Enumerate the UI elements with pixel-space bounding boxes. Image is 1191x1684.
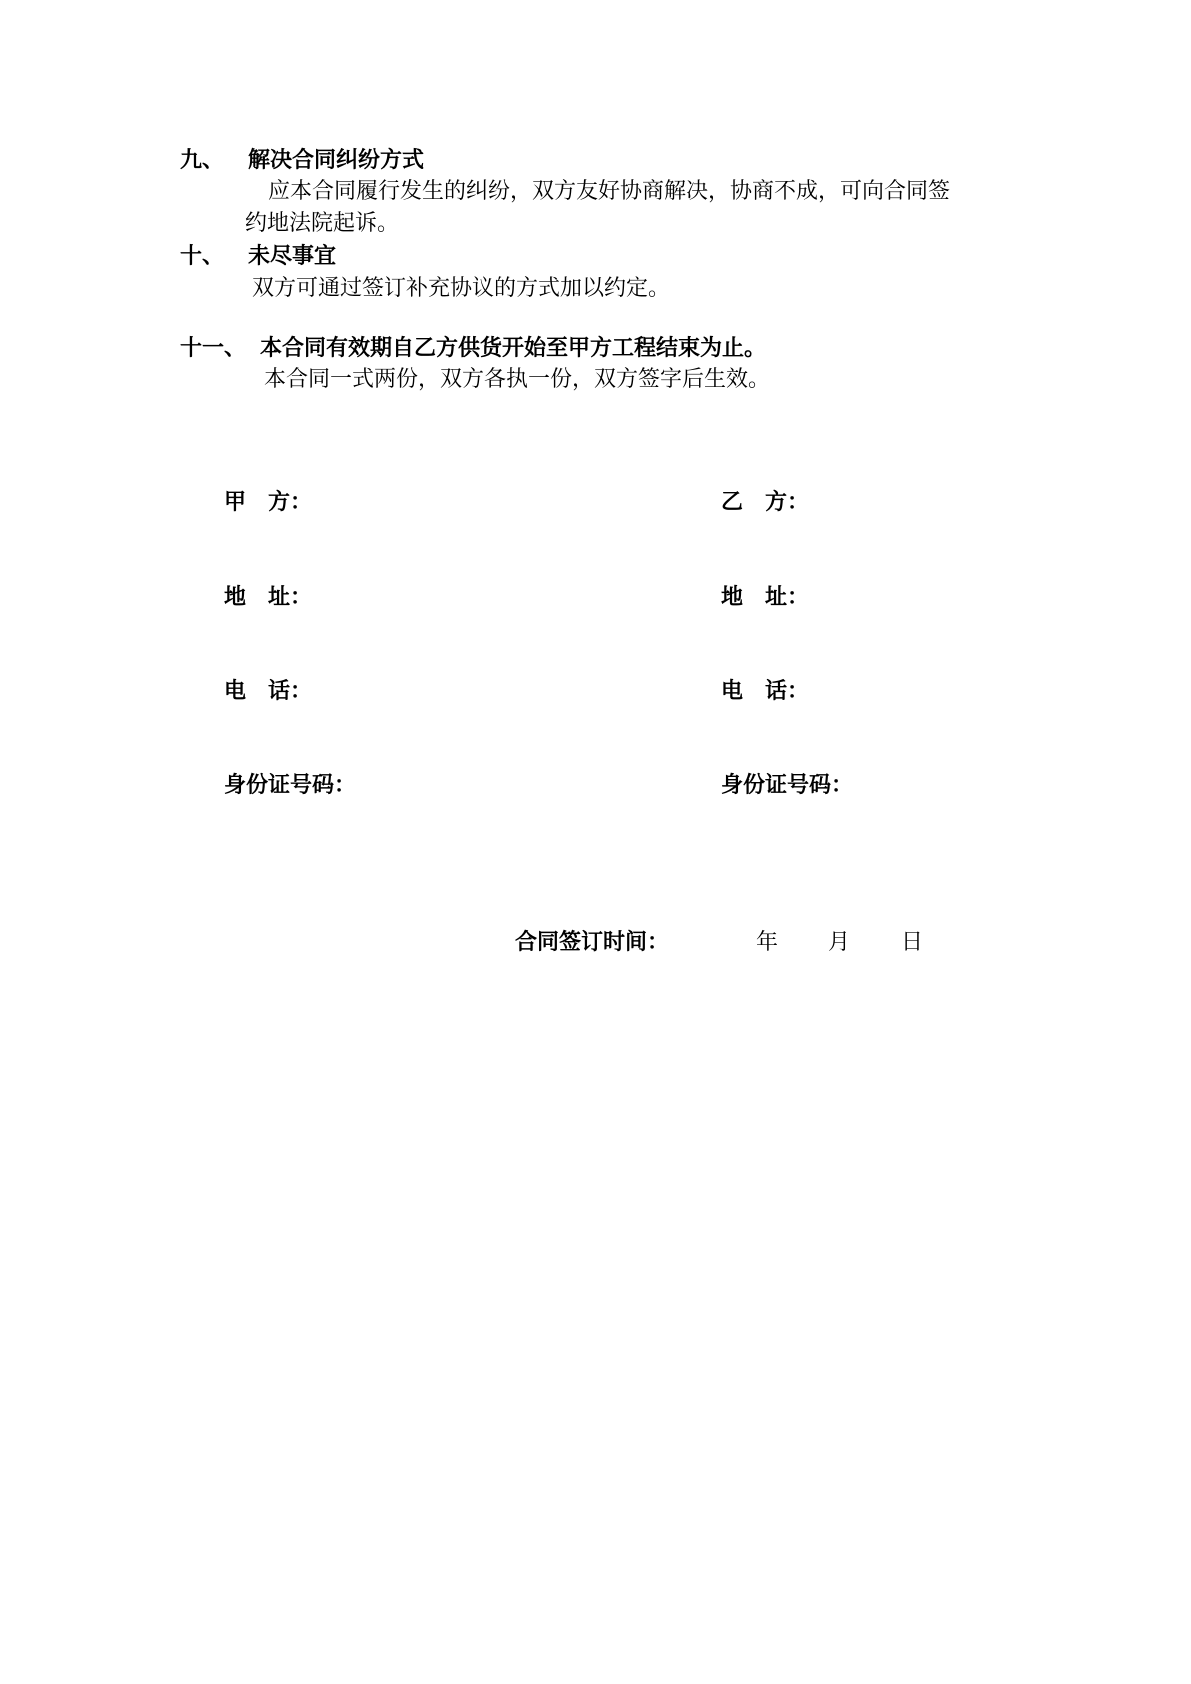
party-b-phone-label: 电 话： [721, 679, 810, 704]
section-9-line-1: 应本合同履行发生的纠纷，双方友好协商解决，协商不成，可向合同签 [268, 179, 951, 204]
party-b-name-label: 乙 方： [721, 490, 810, 515]
section-9-number: 九、 [180, 148, 225, 173]
signing-day: 日 [901, 930, 924, 955]
section-10-title: 未尽事宜 [248, 244, 337, 269]
party-a-phone-label: 电 话： [224, 679, 313, 704]
section-11-line-1: 本合同一式两份，双方各执一份，双方签字后生效。 [264, 367, 771, 392]
section-11-title: 本合同有效期自乙方供货开始至甲方工程结束为止。 [260, 336, 767, 361]
signing-month: 月 [828, 930, 851, 955]
section-10-number: 十、 [180, 244, 225, 269]
section-9-title: 解决合同纠纷方式 [248, 148, 425, 173]
party-a-name-label: 甲 方： [224, 490, 313, 515]
section-10-line-1: 双方可通过签订补充协议的方式加以约定。 [252, 276, 671, 301]
section-11-number: 十一、 [180, 336, 247, 361]
signing-year: 年 [756, 930, 779, 955]
party-b-id-label: 身份证号码： [721, 773, 854, 798]
party-a-id-label: 身份证号码： [224, 773, 357, 798]
party-b-address-label: 地 址： [721, 585, 810, 610]
party-a-address-label: 地 址： [224, 585, 313, 610]
section-9-line-2: 约地法院起诉。 [245, 211, 400, 236]
signing-date-label: 合同签订时间： [515, 930, 670, 955]
